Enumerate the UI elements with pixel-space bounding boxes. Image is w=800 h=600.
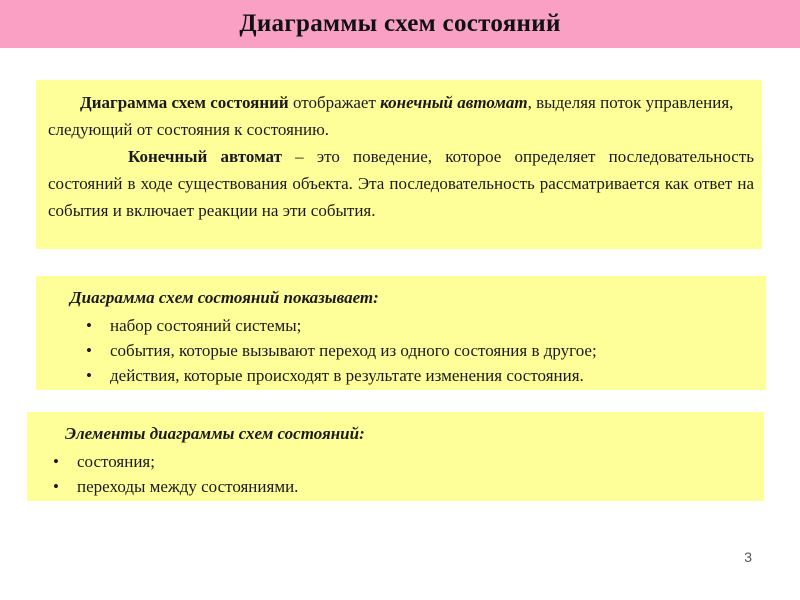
bullet-icon: • — [86, 366, 92, 385]
bullet-icon: • — [86, 341, 92, 360]
list-item — [70, 363, 756, 388]
bullet-icon: • — [53, 477, 59, 496]
list-item — [37, 474, 754, 499]
title-bar — [0, 0, 800, 48]
list-item-text: набор состояний системы; — [110, 316, 302, 335]
elements-list — [53, 449, 754, 499]
bullet-icon: • — [53, 452, 59, 471]
list-item-text: действия, которые происходят в результате изменения состояния. — [110, 366, 584, 385]
list-item-text: состояния; — [77, 452, 155, 471]
definition-box — [36, 80, 762, 249]
list-item — [37, 449, 754, 474]
list-item-text: события, которые вызывают переход из одного состояния в другое; — [110, 341, 597, 360]
fsm-text: – это поведение, которое определяет последовательность состояний в ходе существования объекта. Эта последовательность рассматривается как ответ на события и включает реакции на эти события. — [48, 147, 754, 220]
bullet-icon: • — [86, 316, 92, 335]
fsm-paragraph — [48, 143, 754, 224]
page-number: 3 — [744, 549, 752, 565]
list-item — [70, 313, 756, 338]
definition-term-italic: конечный автомат — [380, 93, 528, 112]
shows-heading: Диаграмма схем состояний показывает: — [70, 288, 379, 307]
definition-text-a: отображает — [288, 93, 381, 112]
elements-box — [27, 412, 764, 501]
list-item — [70, 338, 756, 363]
definition-paragraph — [48, 89, 754, 143]
definition-text-b: , выделяя поток управления, следующий от состояния к состоянию. — [48, 93, 734, 139]
fsm-term: Конечный автомат — [128, 147, 282, 166]
elements-heading: Элементы диаграммы схем состояний: — [65, 424, 365, 443]
definition-term: Диаграмма схем состояний — [80, 93, 289, 112]
shows-box — [36, 276, 766, 390]
list-item-text: переходы между состояниями. — [77, 477, 299, 496]
slide-title: Диаграммы схем состояний — [239, 10, 561, 37]
shows-list — [70, 313, 756, 388]
